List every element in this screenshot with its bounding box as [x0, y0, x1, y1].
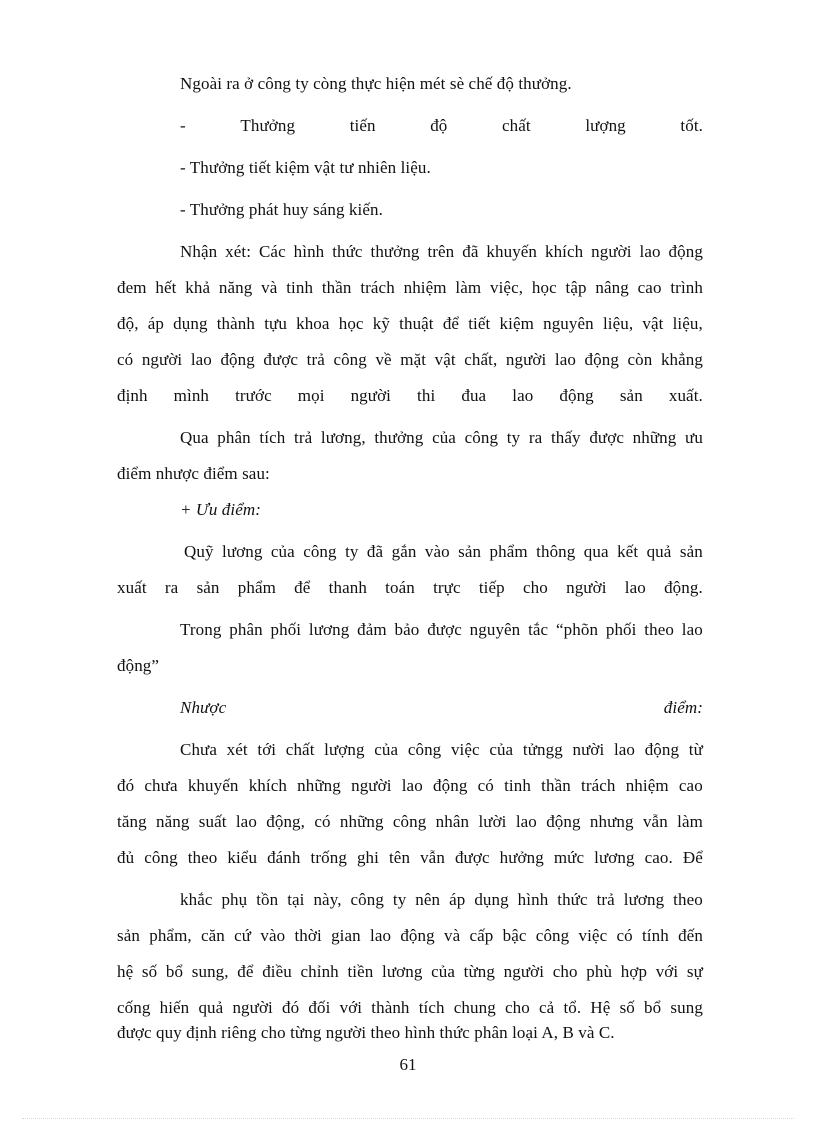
word: đối	[308, 998, 331, 1017]
word: học	[338, 314, 364, 333]
word: đó	[117, 776, 135, 795]
word: kiệm	[499, 314, 534, 333]
word: sản	[117, 926, 140, 945]
word: vật	[434, 350, 456, 369]
word: bổ	[644, 998, 662, 1017]
word: lượng	[324, 740, 365, 759]
word: trên	[427, 242, 455, 261]
word: công	[407, 740, 442, 759]
word: công	[392, 812, 427, 831]
word: động	[400, 926, 435, 945]
body-line	[180, 115, 703, 137]
word: được	[427, 620, 462, 639]
body-line	[180, 889, 703, 911]
word: mình	[173, 386, 210, 405]
word: về	[375, 350, 392, 369]
word: bổ	[165, 962, 184, 981]
word: lương	[594, 848, 635, 867]
word: thuật	[399, 314, 434, 333]
word: chỉnh	[300, 962, 339, 981]
word: làm	[455, 278, 482, 297]
word: cho	[552, 962, 578, 981]
word: động	[668, 242, 703, 261]
word: lao	[512, 386, 534, 405]
word: căn	[201, 926, 225, 945]
word: ty	[345, 542, 359, 561]
word: Hệ	[590, 998, 611, 1017]
word: suất	[198, 812, 227, 831]
word: xét	[226, 740, 248, 759]
word: Nhược	[180, 698, 227, 717]
word: trách	[360, 278, 395, 297]
word: sản	[196, 578, 220, 597]
word: tinh	[504, 776, 531, 795]
word: sự	[686, 962, 703, 981]
word: khích	[544, 242, 584, 261]
word: ty	[392, 890, 407, 909]
word: chưa	[144, 776, 178, 795]
word: ra	[528, 428, 543, 447]
word: có	[314, 812, 331, 831]
word: sung,	[191, 962, 229, 981]
word: đua	[461, 386, 487, 405]
word: mức	[553, 848, 585, 867]
word: nhưng	[589, 812, 634, 831]
word: tích	[259, 428, 286, 447]
word: của	[489, 740, 514, 759]
word: thời	[294, 926, 322, 945]
word: còn	[627, 350, 653, 369]
word: lương,	[320, 428, 366, 447]
word: xét:	[225, 242, 252, 261]
word: xuất.	[668, 386, 703, 405]
word: tập	[565, 278, 587, 297]
word: Các	[258, 242, 286, 261]
word: tửngg	[522, 740, 563, 759]
word: thanh	[328, 578, 367, 597]
body-line: động”	[117, 656, 160, 675]
word: qua	[583, 542, 609, 561]
word: tới	[257, 740, 277, 759]
body-line	[117, 847, 703, 869]
word: quả	[646, 542, 672, 561]
word: phù	[586, 962, 613, 981]
word: nhiệm	[625, 776, 669, 795]
word: chất	[285, 740, 315, 759]
word: khoa	[296, 314, 330, 333]
word: thông	[536, 542, 576, 561]
word: “phõn	[556, 620, 599, 639]
word: vẫn	[642, 812, 668, 831]
word: việc	[578, 926, 608, 945]
body-line	[117, 997, 703, 1019]
word: cho	[523, 578, 548, 597]
word: việc,	[490, 278, 524, 297]
word: phẩm	[489, 542, 528, 561]
body-line	[117, 277, 703, 299]
word: công	[144, 848, 178, 867]
word: trình	[670, 278, 703, 297]
word: chất,	[464, 350, 498, 369]
word: tiếp	[478, 578, 505, 597]
word: ra	[164, 578, 179, 597]
word: khuyến	[187, 776, 239, 795]
word: động	[584, 350, 619, 369]
word: thấy	[550, 428, 581, 447]
word: dụng	[173, 314, 208, 333]
word: được	[263, 350, 299, 369]
word: động,	[266, 812, 305, 831]
page-bottom-rule	[22, 1118, 794, 1119]
word: lao	[190, 350, 212, 369]
word: từng	[463, 962, 496, 981]
word: tựu	[264, 314, 287, 333]
word: ty	[506, 428, 521, 447]
word: lương	[222, 542, 263, 561]
disadvantages-heading	[180, 697, 703, 719]
word: khắc	[180, 890, 213, 909]
word: học	[531, 278, 557, 297]
word: tiền	[347, 962, 374, 981]
word: người	[503, 962, 545, 981]
word: cao	[637, 278, 662, 297]
word: số	[141, 962, 158, 981]
word: trả	[596, 890, 615, 909]
body-line: - Thưởng phát huy sáng kiến.	[180, 200, 383, 219]
word: kiểu	[227, 848, 258, 867]
word: cao	[678, 776, 703, 795]
word: những	[339, 812, 384, 831]
word: thần	[321, 278, 352, 297]
word: và	[443, 926, 461, 945]
word: sản	[619, 386, 643, 405]
word: phối	[605, 620, 637, 639]
word: những	[632, 428, 677, 447]
word: vật	[642, 314, 664, 333]
word: nhiệm	[403, 278, 447, 297]
word: mặt	[400, 350, 427, 369]
word: tốt.	[680, 116, 703, 135]
word: của	[431, 962, 456, 981]
word: toán	[385, 578, 415, 597]
word: tăng	[117, 812, 147, 831]
body-line	[117, 313, 703, 335]
word: công	[333, 350, 367, 369]
word: tích	[418, 998, 445, 1017]
word: trả	[294, 428, 313, 447]
word: của	[432, 428, 456, 447]
word: thưởng	[370, 242, 420, 261]
word: ghi	[356, 848, 379, 867]
word: nhân	[435, 812, 470, 831]
body-line: - Thưởng tiết kiệm vật tư nhiên liệu.	[180, 158, 431, 177]
word: lao	[401, 776, 423, 795]
body-line: điểm nhược điểm sau:	[117, 464, 270, 483]
word: trực	[433, 578, 461, 597]
word: những	[297, 776, 341, 795]
body-line: Ngoài ra ở công ty còng thực hiện mét sè chế độ thưởng.	[180, 74, 572, 93]
word: có	[117, 350, 134, 369]
word: phối	[270, 620, 302, 639]
word: gian	[331, 926, 361, 945]
word: lượng	[585, 116, 626, 135]
word: thưởng	[374, 428, 424, 447]
word: tính	[641, 926, 669, 945]
word: người	[350, 386, 391, 405]
word: quả	[198, 998, 224, 1017]
word: ưu	[685, 428, 703, 447]
word: bảo	[394, 620, 420, 639]
word: cho	[504, 998, 530, 1017]
word: việc	[450, 740, 480, 759]
word: sản	[679, 542, 703, 561]
word: Để	[682, 848, 703, 867]
word: Qua	[180, 428, 209, 447]
word: làm	[677, 812, 703, 831]
word: dụng	[474, 890, 509, 909]
word: đủ	[117, 848, 135, 867]
word: theo	[187, 848, 218, 867]
word: vào	[424, 542, 450, 561]
body-line	[180, 619, 703, 641]
word: hết	[155, 278, 177, 297]
word: tồn	[256, 890, 279, 909]
word: Thưởng	[240, 116, 296, 135]
body-line	[117, 811, 703, 833]
word: nguyên	[469, 620, 521, 639]
word: đã	[462, 242, 479, 261]
word: tinh	[286, 278, 314, 297]
word: lười	[478, 812, 507, 831]
word: lao	[370, 926, 392, 945]
word: khẳng	[660, 350, 703, 369]
word: lao	[554, 350, 576, 369]
word: Trong	[180, 620, 222, 639]
word: gắn	[391, 542, 417, 561]
word: kết	[617, 542, 639, 561]
word: liệu,	[602, 314, 634, 333]
word: cứ	[234, 926, 252, 945]
word: này,	[313, 890, 342, 909]
word: nên	[415, 890, 441, 909]
word: hợp	[620, 962, 648, 981]
body-line: được quy định riêng cho từng người theo hình thức phân loại A, B và C.	[117, 1023, 615, 1042]
word: khả	[185, 278, 211, 297]
body-line	[180, 427, 703, 449]
word: thành	[371, 998, 410, 1017]
word: thi	[417, 386, 436, 405]
word: với	[339, 998, 363, 1017]
word: tắc	[528, 620, 549, 639]
word: độ	[430, 116, 448, 135]
word: định	[117, 386, 148, 405]
word: hiến	[159, 998, 190, 1017]
word: đã	[366, 542, 384, 561]
word: sản	[458, 542, 482, 561]
word: lương	[623, 890, 665, 909]
word: kỹ	[372, 314, 390, 333]
word: tổ.	[563, 998, 582, 1017]
word: của	[374, 740, 399, 759]
word: -	[180, 116, 186, 135]
word: người	[141, 350, 183, 369]
advantages-heading: + Ưu điểm:	[180, 500, 261, 519]
word: hình	[517, 890, 549, 909]
word: lương	[308, 620, 350, 639]
word: vẫn	[420, 848, 445, 867]
word: năng	[155, 812, 190, 831]
word: khích	[248, 776, 287, 795]
word: điểm:	[663, 698, 703, 717]
word: trả	[306, 350, 325, 369]
word: sung	[670, 998, 703, 1017]
word: người	[232, 998, 273, 1017]
word: người	[591, 242, 632, 261]
body-line	[117, 925, 703, 947]
word: và	[261, 278, 278, 297]
page-number: 61	[399, 1055, 417, 1074]
word: đánh	[267, 848, 301, 867]
word: xuất	[117, 578, 147, 597]
word: thành	[216, 314, 256, 333]
word: đảm	[357, 620, 387, 639]
word: phân	[217, 428, 251, 447]
word: đến	[678, 926, 703, 945]
body-line	[117, 385, 703, 407]
word: áp	[147, 314, 164, 333]
word: để	[237, 962, 254, 981]
body-line	[117, 349, 703, 371]
word: có	[477, 776, 494, 795]
word: để	[294, 578, 311, 597]
word: hệ	[117, 962, 134, 981]
word: đó	[282, 998, 300, 1017]
word: theo	[673, 890, 703, 909]
word: bậc	[502, 926, 527, 945]
word: mọi	[297, 386, 325, 405]
word: chất	[502, 116, 531, 135]
word: lao	[681, 620, 703, 639]
word: để	[442, 314, 460, 333]
word: người	[505, 350, 547, 369]
word: cấp	[469, 926, 494, 945]
word: phụ	[221, 890, 248, 909]
word: vào	[260, 926, 286, 945]
word: lao	[624, 578, 646, 597]
word: Nhận	[180, 242, 218, 261]
word: động	[546, 812, 581, 831]
body-line	[117, 961, 703, 983]
body-line	[117, 775, 703, 797]
word: thức	[557, 890, 588, 909]
word: động	[644, 740, 680, 759]
word: công	[350, 890, 384, 909]
word: lao	[639, 242, 661, 261]
body-line	[117, 577, 703, 599]
word: động	[559, 386, 594, 405]
word: với	[655, 962, 679, 981]
word: của	[270, 542, 295, 561]
word: Quỹ	[184, 542, 214, 561]
word: thức	[332, 242, 363, 261]
word: trách	[581, 776, 616, 795]
word: chung	[453, 998, 496, 1017]
word: năng	[218, 278, 253, 297]
word: hưởng	[499, 848, 544, 867]
word: lao	[235, 812, 257, 831]
word: đem	[117, 278, 147, 297]
word: Chưa	[180, 740, 217, 759]
word: độ,	[117, 314, 139, 333]
word: động	[433, 776, 468, 795]
word: công	[535, 926, 570, 945]
word: phẩm	[237, 578, 276, 597]
word: công	[464, 428, 499, 447]
word: lương	[382, 962, 423, 981]
word: cả	[538, 998, 555, 1017]
body-line	[180, 739, 703, 761]
word: nguyên	[543, 314, 594, 333]
word: áp	[449, 890, 466, 909]
word: tiến	[349, 116, 376, 135]
word: người	[566, 578, 607, 597]
word: trống	[310, 848, 347, 867]
word: khuyến	[486, 242, 538, 261]
word: liệu,	[672, 314, 703, 333]
word: thần	[541, 776, 571, 795]
word: được	[589, 428, 624, 447]
body-line	[184, 541, 703, 563]
word: công	[303, 542, 337, 561]
word: động.	[664, 578, 703, 597]
word: được	[454, 848, 490, 867]
word: từ	[688, 740, 703, 759]
word: có	[616, 926, 633, 945]
word: cao.	[644, 848, 673, 867]
word: tiết	[468, 314, 491, 333]
word: theo	[644, 620, 674, 639]
word: lao	[613, 740, 636, 759]
word: nâng	[595, 278, 629, 297]
word: động	[220, 350, 255, 369]
word: người	[351, 776, 392, 795]
word: số	[619, 998, 635, 1017]
word: phẩm,	[149, 926, 192, 945]
word: tại	[287, 890, 305, 909]
body-line	[180, 241, 703, 263]
word: nười	[572, 740, 605, 759]
word: lao	[515, 812, 537, 831]
word: cống	[117, 998, 151, 1017]
word: phân	[229, 620, 263, 639]
word: điều	[262, 962, 292, 981]
word: hình	[293, 242, 325, 261]
word: trước	[235, 386, 272, 405]
word: tên	[388, 848, 411, 867]
